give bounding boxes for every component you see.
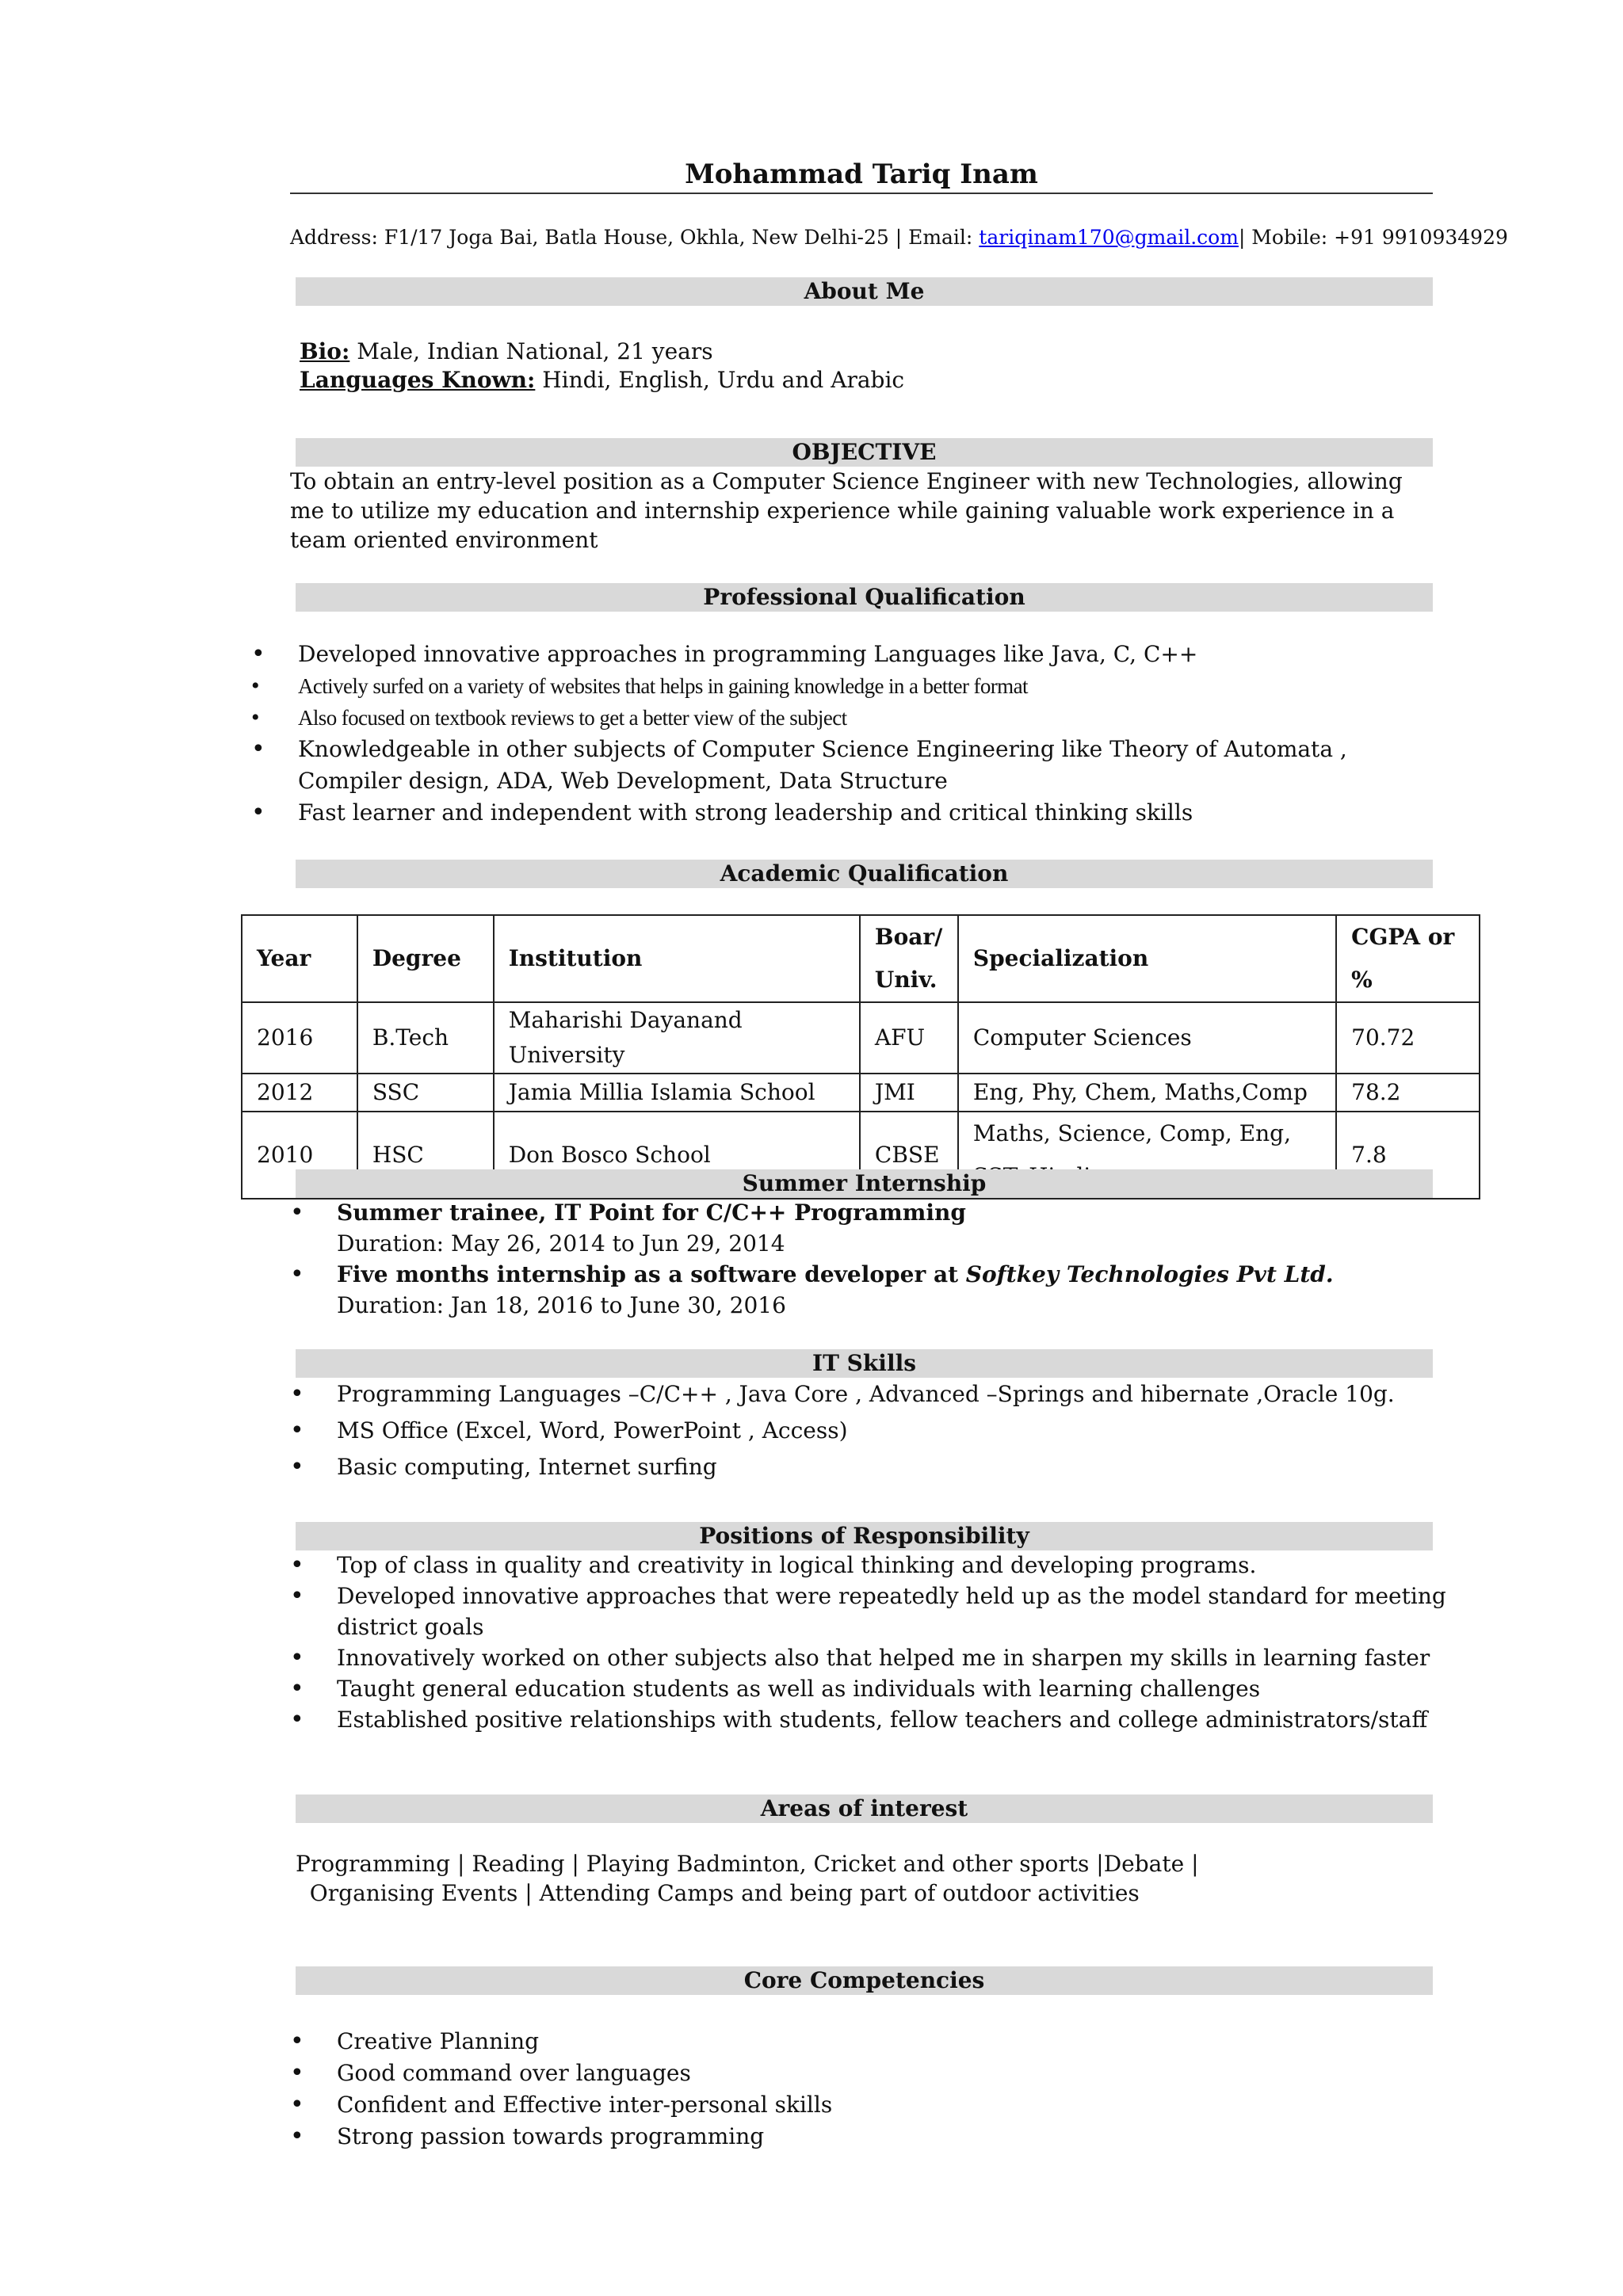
table-cell: Don Bosco School [494,1112,860,1199]
list-item: • Creative Planning [337,2026,1462,2058]
table-cell: Maharishi Dayanand University [494,1002,860,1074]
academic-table [241,914,1480,1199]
interests-line-1: Programming | Reading | Playing Badminton, Cricket and other sports |Debate | [296,1851,1199,1877]
table-cell: CBSE [860,1112,958,1199]
table-cell: AFU [860,1002,958,1074]
interests-line-2: Organising Events | Attending Camps and being part of outdoor activities [296,1880,1140,1906]
section-header-professional: Professional Qualification [296,583,1433,612]
list-item: • Established positive relationships with students, fellow teachers and college administrators/staff [337,1704,1462,1735]
section-header-internship: Summer Internship [296,1169,1433,1198]
internship-2-duration: Duration: Jan 18, 2016 to June 30, 2016 [337,1292,786,1318]
responsibility-list [337,1550,1462,1735]
table-cell: HSC [357,1112,494,1199]
list-item: • Good command over languages [337,2058,1462,2089]
section-header-responsibility: Positions of Responsibility [296,1522,1433,1550]
table-cell: 2010 [242,1112,357,1199]
email-link[interactable]: tariqinam170@gmail.com [979,226,1239,249]
bio-value: Male, Indian National, 21 years [349,338,713,364]
table-row [242,1074,1480,1112]
table-cell: 2016 [242,1002,357,1074]
table-cell: SSC [357,1074,494,1112]
contact-line [290,223,1508,252]
list-item: • Programming Languages –C/C++ , Java Core , Advanced –Springs and hibernate ,Oracle 10g. [337,1376,1462,1413]
list-item: • Fast learner and independent with strong leadership and critical thinking skills [298,797,1455,829]
professional-list [298,639,1455,829]
table-cell: 70.72 [1336,1002,1480,1074]
list-item: • Actively surfed on a variety of websites that helps in gaining knowledge in a better format [298,670,1455,702]
section-header-objective: OBJECTIVE [296,438,1433,467]
header-year: Year [242,915,357,1002]
section-header-about: About Me [296,277,1433,306]
list-item: • Developed innovative approaches that were repeatedly held up as the model standard for meeting district goals [337,1581,1462,1642]
header-specialization: Specialization [958,915,1336,1002]
table-cell: B.Tech [357,1002,494,1074]
internship-1-duration: Duration: May 26, 2014 to Jun 29, 2014 [337,1230,785,1257]
table-cell: Computer Sciences [958,1002,1336,1074]
list-item: • Innovatively worked on other subjects also that helped me in sharpen my skills in learning faster [337,1642,1462,1673]
languages-value: Hindi, English, Urdu and Arabic [535,367,905,393]
languages-line [300,365,904,395]
table-cell: 7.8 [1336,1112,1480,1199]
section-header-competencies: Core Competencies [296,1966,1433,1995]
header-cgpa: CGPA or % [1336,915,1480,1002]
section-header-it-skills: IT Skills [296,1349,1433,1378]
list-item: • Developed innovative approaches in programming Languages like Java, C, C++ [298,639,1455,670]
table-cell: Eng, Phy, Chem, Maths,Comp [958,1074,1336,1112]
name-divider [290,193,1433,194]
list-item: • Strong passion towards programming [337,2121,1462,2153]
table-row [242,1002,1480,1074]
list-item: • Confident and Effective inter-personal skills [337,2089,1462,2121]
bio-label: Bio: [300,338,350,364]
mobile-text: | Mobile: +91 9910934929 [1238,226,1508,249]
section-header-interests: Areas of interest [296,1794,1433,1823]
list-item: • Basic computing, Internet surfing [337,1449,1462,1486]
list-item: • Taught general education students as well as individuals with learning challenges [337,1673,1462,1704]
list-item: • MS Office (Excel, Word, PowerPoint , Access) [337,1413,1462,1449]
table-cell: 2012 [242,1074,357,1112]
list-item: • Top of class in quality and creativity in logical thinking and developing programs. [337,1550,1462,1581]
table-cell: Maths, Science, Comp, Eng, [958,1112,1336,1199]
address-text: Address: F1/17 Joga Bai, Batla House, Okhla, New Delhi-25 | Email: [290,226,980,249]
list-item: • Also focused on textbook reviews to get a better view of the subject [298,702,1455,734]
competencies-list [337,2026,1462,2153]
internship-1-title: Summer trainee, IT Point for C/C++ Programming [337,1199,966,1226]
internship-2-company: Softkey Technologies Pvt Ltd. [965,1261,1334,1287]
section-header-academic: Academic Qualification [296,860,1433,888]
table-cell: Jamia Millia Islamia School [494,1074,860,1112]
internship-list [337,1197,1462,1321]
list-item [337,1197,1462,1259]
interests-text [296,1849,1199,1908]
objective-text: To obtain an entry-level position as a Computer Science Engineer with new Technologies, allowing me to utilize my education and internship experience while gaining valuable work experience in a team oriented environment [290,468,1403,553]
bio-line [300,337,713,367]
internship-2-title: Five months internship as a software developer at [337,1261,966,1287]
list-item [337,1259,1462,1321]
table-header-row [242,915,1480,1002]
header-board: Boar/ Univ. [860,915,958,1002]
languages-label: Languages Known: [300,367,536,393]
it-skills-list [337,1376,1462,1486]
candidate-name: Mohammad Tariq Inam [685,158,1038,190]
list-item: • Knowledgeable in other subjects of Computer Science Engineering like Theory of Automata , Compiler design, ADA, Web Development, Data Structure [298,734,1455,797]
header-degree: Degree [357,915,494,1002]
table-cell: JMI [860,1074,958,1112]
table-cell: 78.2 [1336,1074,1480,1112]
header-institution: Institution [494,915,860,1002]
